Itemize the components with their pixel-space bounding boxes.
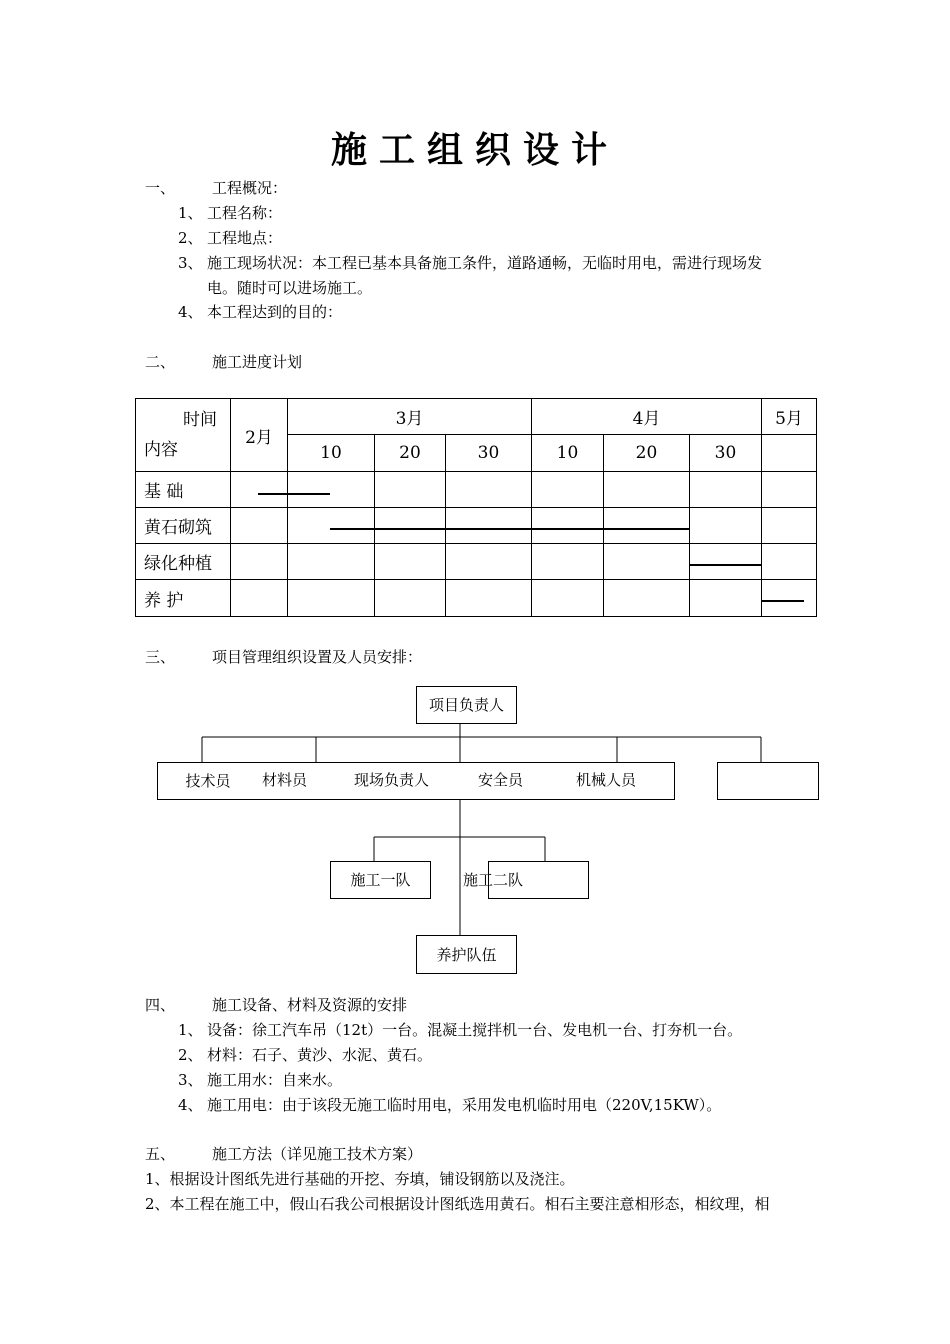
task-foundation: 基 础: [136, 472, 231, 508]
day-header: 30: [690, 435, 762, 472]
org-box-maintenance-team: 养护队伍: [416, 935, 517, 974]
item-text: 施工用电：由于该段无施工临时用电，采用发电机临时用电（220V,15KW）。: [207, 1096, 722, 1114]
org-box-empty: [717, 762, 819, 800]
section-2-number: 二、: [145, 353, 176, 371]
item-number: 1、: [178, 1021, 203, 1039]
day-header: 20: [604, 435, 690, 472]
task-greening: 绿化种植: [136, 544, 231, 580]
month-header-apr: 4月: [532, 399, 762, 435]
section-1-number: 一、: [145, 179, 176, 197]
corner-time-label: 时间: [183, 410, 217, 430]
org-box-technician: 技术员: [157, 762, 259, 800]
month-header-feb: 2月: [231, 399, 288, 472]
item-number: 4、: [178, 1096, 203, 1114]
item-text-continued: 电。随时可以进场施工。: [207, 279, 373, 297]
section-4-number: 四、: [145, 996, 176, 1014]
org-label-machinery-staff: 机械人员: [576, 771, 637, 789]
section-1-heading: 工程概况：: [212, 179, 288, 197]
item-number: 1、: [178, 204, 203, 222]
item-number: 4、: [178, 303, 203, 321]
item-number: 2、: [178, 1046, 203, 1064]
item-text: 本工程达到的目的：: [207, 303, 343, 321]
org-label-team-2: 施工二队: [463, 871, 524, 889]
month-header-mar: 3月: [288, 399, 532, 435]
section-5-number: 五、: [145, 1145, 176, 1163]
month-header-may: 5月: [762, 399, 817, 435]
document-title: 施工组织设计: [330, 129, 619, 171]
org-label-site-leader: 现场负责人: [354, 771, 430, 789]
item-text: 工程地点：: [207, 229, 283, 247]
item-text: 材料：石子、黄沙、水泥、黄石。: [207, 1046, 433, 1064]
item-text: 施工用水：自来水。: [207, 1071, 343, 1089]
item-number: 3、: [178, 254, 203, 272]
task-stone-masonry: 黄石砌筑: [136, 508, 231, 544]
item-text: 施工现场状况：本工程已基本具备施工条件，道路通畅，无临时用电，需进行现场发: [207, 254, 763, 272]
section-2-heading: 施工进度计划: [212, 353, 303, 371]
item-number: 2、: [178, 229, 203, 247]
item-number: 3、: [178, 1071, 203, 1089]
section-4-heading: 施工设备、材料及资源的安排: [212, 996, 408, 1014]
paragraph: 1、根据设计图纸先进行基础的开挖、夯填，铺设钢筋以及浇注。: [145, 1170, 575, 1188]
item-text: 工程名称：: [207, 204, 283, 222]
org-label-material-clerk: 材料员: [262, 771, 308, 789]
day-header: 10: [532, 435, 604, 472]
corner-content-label: 内容: [144, 440, 178, 460]
paragraph: 2、本工程在施工中，假山石我公司根据设计图纸选用黄石。相石主要注意相形态，相纹理，相: [145, 1195, 770, 1213]
section-5-heading: 施工方法（详见施工技术方案）: [212, 1145, 423, 1163]
section-3-number: 三、: [145, 648, 176, 666]
org-box-team-1: 施工一队: [330, 861, 431, 899]
item-text: 设备：徐工汽车吊（12t）一台。混凝土搅拌机一台、发电机一台、打夯机一台。: [207, 1021, 743, 1039]
day-header: 10: [288, 435, 375, 472]
day-header: 20: [375, 435, 446, 472]
day-header: 30: [446, 435, 532, 472]
section-3-heading: 项目管理组织设置及人员安排：: [212, 648, 423, 666]
task-maintenance: 养 护: [136, 580, 231, 617]
org-label-safety-officer: 安全员: [478, 771, 524, 789]
org-box-project-leader: 项目负责人: [416, 686, 517, 724]
